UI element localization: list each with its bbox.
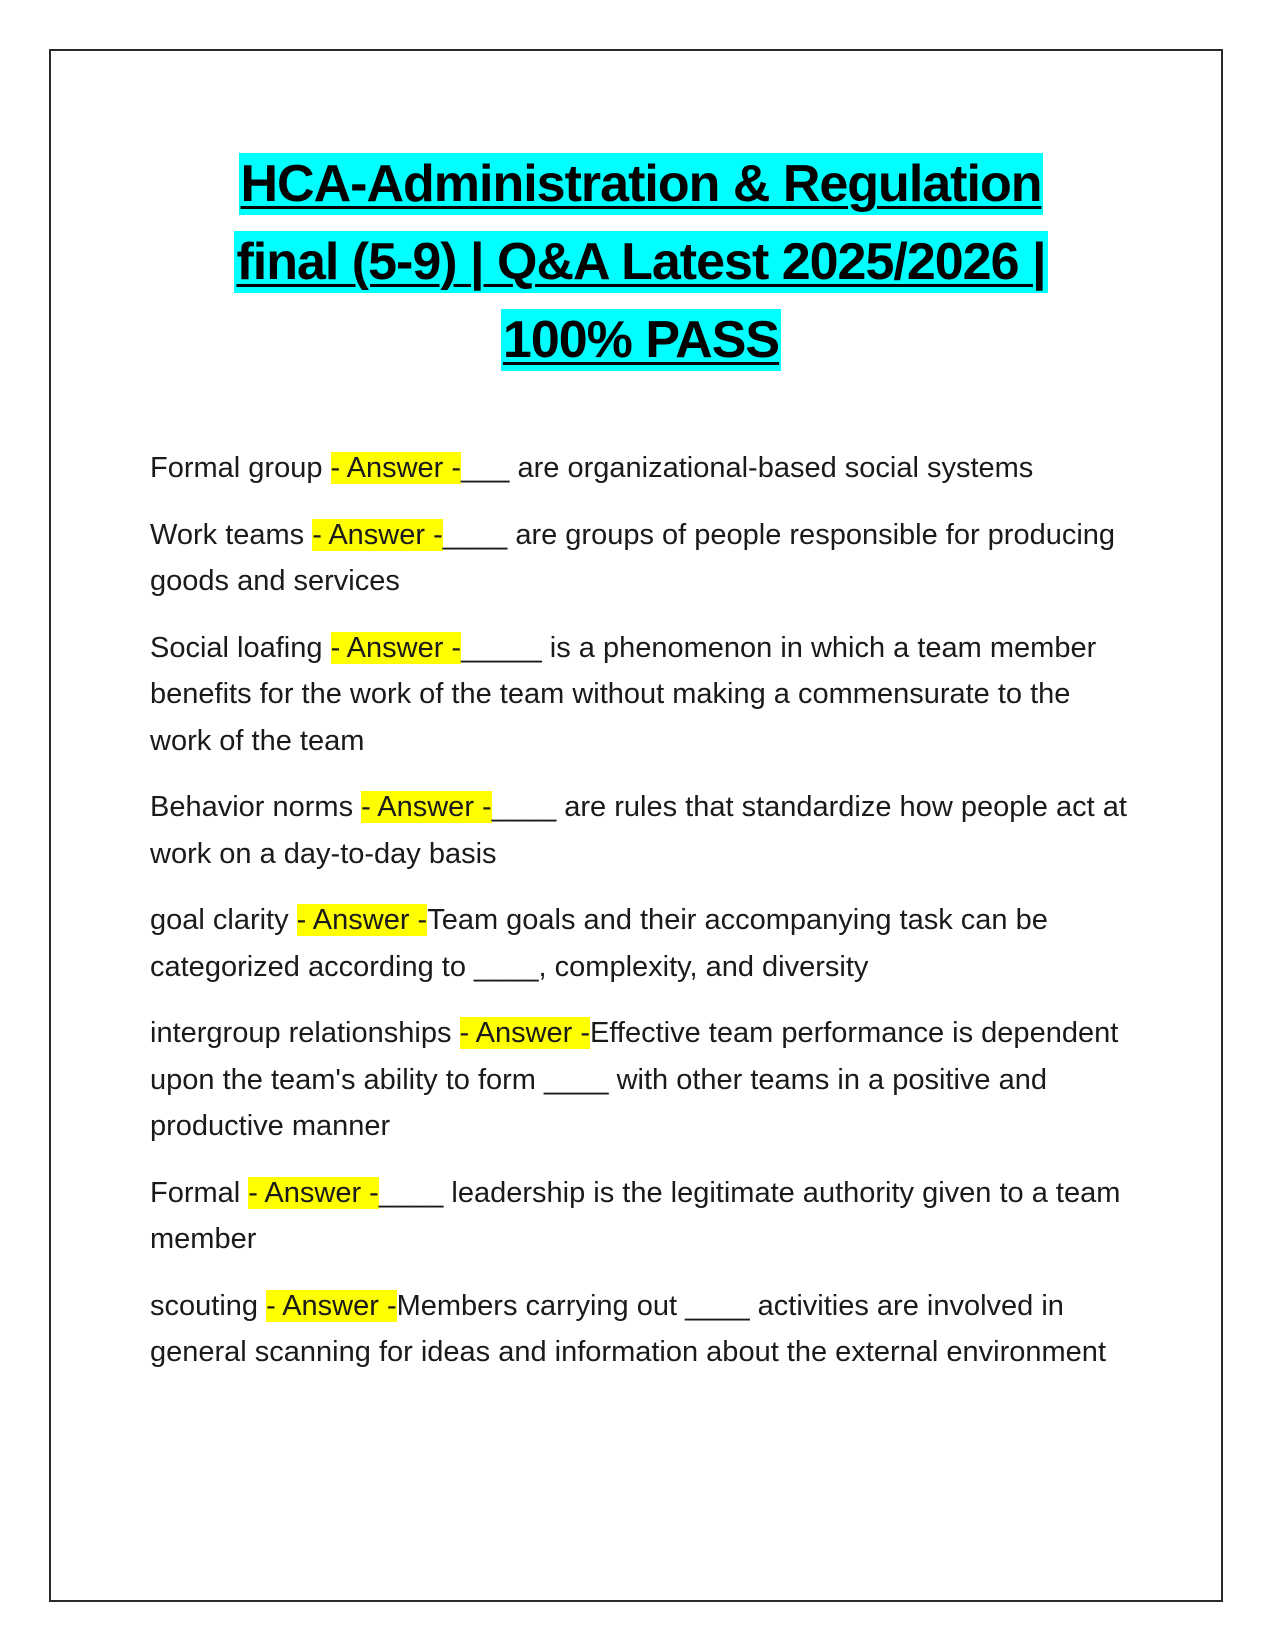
- document-title: [150, 145, 1132, 379]
- qa-definition: Team goals and their accompanying task can be categorized according to ____, complexity, and diversity: [150, 904, 1048, 983]
- title-line-2: [150, 223, 1132, 301]
- answer-marker: - Answer -: [330, 631, 462, 664]
- title-line-3: [150, 301, 1132, 379]
- qa-item: [150, 1283, 1130, 1376]
- qa-term: intergroup relationships: [150, 1017, 460, 1049]
- qa-item: [150, 512, 1130, 605]
- qa-term: scouting: [150, 1289, 267, 1322]
- qa-term: Work teams: [150, 518, 313, 551]
- qa-term: Behavior norms: [150, 791, 362, 823]
- qa-item: [150, 897, 1130, 990]
- qa-item: [150, 784, 1130, 877]
- title-text-1: HCA-Administration & Regulation: [240, 155, 1042, 213]
- qa-definition: ____ leadership is the legitimate authority given to a team member: [150, 1176, 1121, 1255]
- qa-definition: ___ are organizational-based social systems: [461, 452, 1034, 484]
- answer-marker: - Answer -: [312, 518, 443, 551]
- qa-item: [150, 625, 1130, 765]
- qa-definition: Members carrying out ____ activities are involved in general scanning for ideas and information about the external environment: [150, 1289, 1106, 1368]
- qa-item: [150, 1170, 1130, 1263]
- qa-item: [150, 1010, 1130, 1150]
- answer-marker: - Answer -: [459, 1017, 591, 1049]
- answer-marker: - Answer -: [248, 1176, 379, 1209]
- title-text-3: 100% PASS: [502, 311, 780, 369]
- answer-marker: - Answer -: [266, 1289, 397, 1322]
- qa-term: Formal group: [150, 452, 331, 484]
- qa-list: [150, 445, 1130, 1396]
- answer-marker: - Answer -: [361, 791, 492, 823]
- qa-definition: ____ are groups of people responsible for producing goods and services: [150, 518, 1116, 597]
- qa-term: Formal: [150, 1176, 249, 1209]
- answer-marker: - Answer -: [330, 452, 462, 484]
- qa-definition: Effective team performance is dependent upon the team's ability to form ____ with other teams in a positive and productive manner: [150, 1017, 1119, 1142]
- qa-term: goal clarity: [150, 904, 297, 936]
- qa-definition: ____ are rules that standardize how people act at work on a day-to-day basis: [150, 791, 1127, 870]
- answer-marker: - Answer -: [296, 904, 428, 936]
- qa-definition: _____ is a phenomenon in which a team member benefits for the work of the team without making a commensurate to the work of the team: [150, 631, 1097, 757]
- qa-term: Social loafing: [150, 631, 331, 664]
- title-text-2: final (5-9) | Q&A Latest 2025/2026 |: [236, 233, 1046, 291]
- title-line-1: [150, 145, 1132, 223]
- qa-item: [150, 445, 1130, 492]
